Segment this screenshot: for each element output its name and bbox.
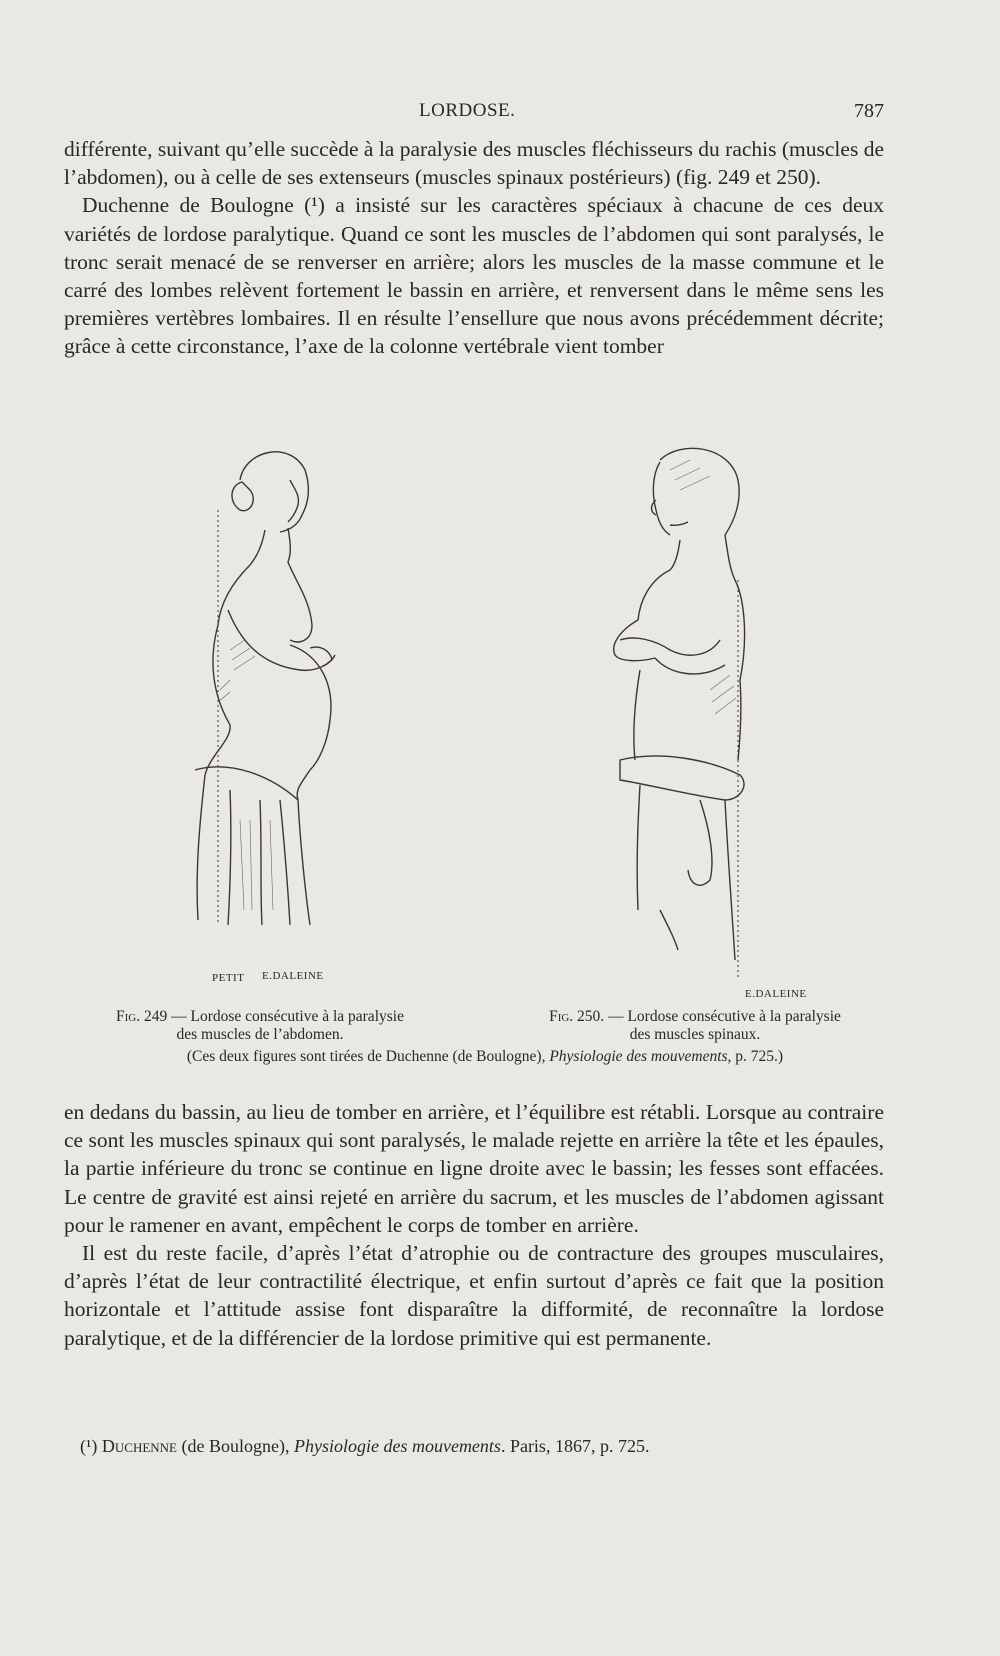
figure-249	[170, 440, 410, 984]
engraver-signature: PETIT	[212, 972, 245, 984]
figure-plate	[60, 440, 890, 1043]
paragraph: Il est du reste facile, d’après l’état d’atrophie ou de contracture des groupes musculaires, d’après l’état de leur contractilité électrique, et enfin surtout d’après ce fait que la position horizontale et l’attitude assise font disparaître la difformité, de reconnaître la lordose paralytique, et de la différencier de la lordose primitive qui est permanente.	[64, 1241, 884, 1350]
text-block-top	[64, 135, 884, 361]
caption-text: des muscles spinaux.	[629, 1026, 761, 1043]
paragraph: en dedans du bassin, au lieu de tomber en arrière, et l’équilibre est rétabli. Lorsque au contraire ce sont les muscles spinaux qui sont paralysés, le malade rejette en arrière la tête et les épaules, la partie inférieure du tronc se continue en ligne droite avec le bassin; les fesses sont effacées. Le centre de gravité est ainsi rejeté en arrière du sacrum, et les muscles de l’abdomen agissant pour le ramener en avant, empêchent le corps de tomber en arrière.	[64, 1100, 884, 1237]
figure-label: Fig. 249	[116, 1008, 168, 1025]
paragraph: différente, suivant qu’elle succède à la paralysie des muscles fléchisseurs du rachis (muscles de l’abdomen), ou à celle de ses extenseurs (muscles spinaux postérieurs) (fig. 249 et 250).	[64, 137, 884, 190]
figure-250-caption	[495, 1008, 895, 1044]
credit-text: (Ces deux figures sont tirées de Duchenne (de Boulogne),	[186, 1048, 550, 1065]
page-header	[64, 100, 884, 130]
footnote-author: Duchenne	[101, 1436, 177, 1456]
figure-249-illustration	[170, 440, 410, 980]
figure-250	[560, 440, 807, 1000]
running-title: LORDOSE.	[419, 100, 516, 121]
caption-text: des muscles de l’abdomen.	[176, 1026, 344, 1043]
footnote-text: . Paris, 1867, p. 725.	[500, 1436, 650, 1456]
credit-title: Physiologie des mouvements	[549, 1048, 728, 1065]
footnote-text: (de Boulogne),	[177, 1436, 294, 1456]
figure-250-illustration	[560, 440, 800, 1000]
credit-text: , p. 725.)	[727, 1048, 784, 1065]
caption-text: — Lordose consécutive à la paralysie	[167, 1008, 404, 1025]
artist-signature: E.DALEINE	[745, 988, 807, 1000]
artist-signature: E.DALEINE	[262, 970, 324, 982]
footnote-title: Physiologie des mouvements	[293, 1436, 501, 1456]
footnote	[80, 1436, 880, 1457]
paragraph: Duchenne de Boulogne (¹) a insisté sur les caractères spéciaux à chacune de ces deux variétés de lordose paralytique. Quand ce sont les muscles de l’abdomen qui sont paralysés, le tronc serait menacé de se renverser en arrière; alors les muscles de la masse commune et le carré des lombes relèvent fortement le bassin en arrière, et renversent dans le même sens les premières vertèbres lombaires. Il en résulte l’ensellure que nous avons précédemment décrite; grâce à cette circonstance, l’axe de la colonne vertébrale vient tomber	[64, 193, 884, 359]
figure-label: Fig. 250.	[549, 1008, 605, 1025]
caption-text: — Lordose consécutive à la paralysie	[604, 1008, 841, 1025]
page-number: 787	[854, 100, 884, 122]
figure-credit	[110, 1048, 860, 1066]
text-block-bottom	[64, 1098, 884, 1352]
footnote-marker: (¹)	[80, 1436, 102, 1456]
figure-249-caption	[60, 1008, 460, 1044]
